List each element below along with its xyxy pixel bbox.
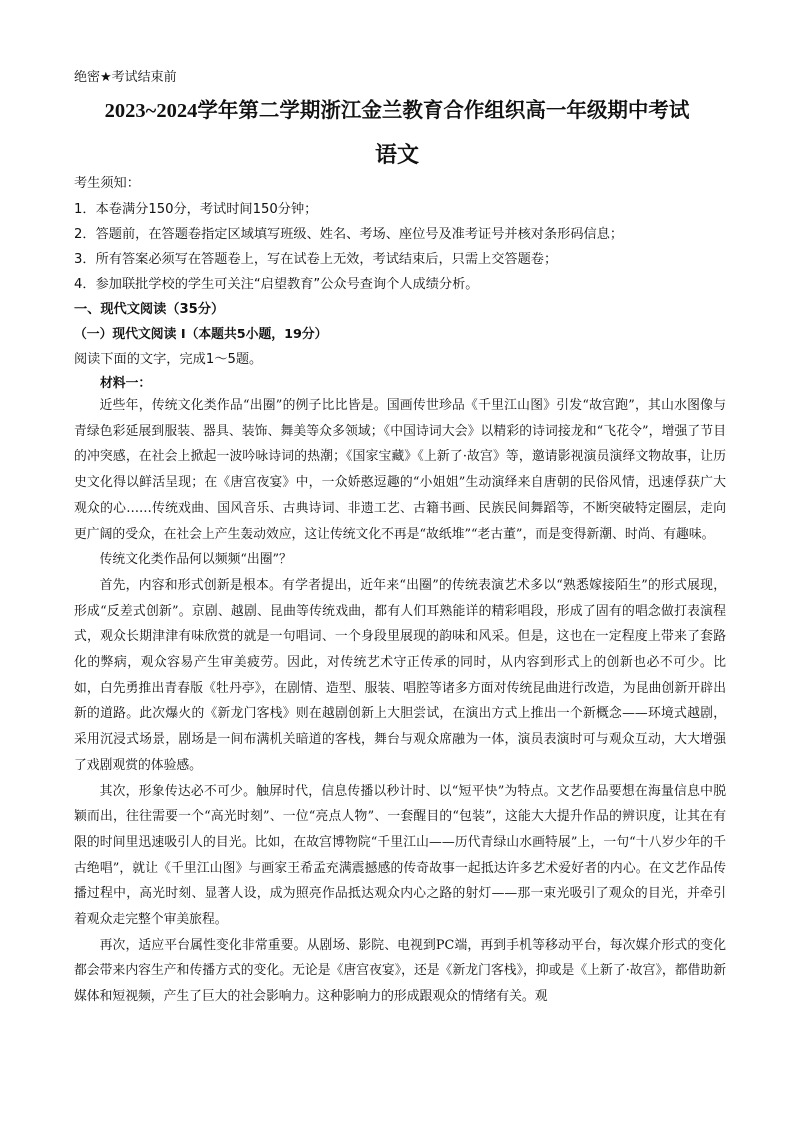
confidential-mark: 绝密★考试结束前: [74, 70, 177, 85]
notice-item: 1．本卷满分150分，考试时间150分钟；: [74, 202, 318, 217]
paragraph: 首先，内容和形式创新是根本。有学者提出，近年来“出圈”的传统表演艺术多以“熟悉嫁接陌生”的形式展现，形成“反差式创新”。京剧、越剧、昆曲等传统戏曲，都有人们耳熟能详的精彩唱段，形成了固有的唱念做打表演程式，观众长期津津有味欣赏的就是一句唱词、一个身段里展现的韵味和风采。但是，这也在一定程度上带来了套路化的弊病，观众容易产生审美疲劳。因此，对传统艺术守正传承的同时，从内容到形式上的创新也必不可少。比如，白先勇推出青春版《牡丹亭》，在剧情、造型、服装、唱腔等诸多方面对传统昆曲进行改造，为昆曲创新开辟出新的道路。此次爆火的《新龙门客栈》则在越剧创新上大胆尝试，在演出方式上推出一个新概念——环境式越剧，采用沉浸式场景，剧场是一间布满机关暗道的客栈，舞台与观众席融为一体，演员表演时可与观众互动，大大增强了戏剧观赏的体验感。: [74, 577, 726, 773]
subject-title: 语文: [374, 142, 419, 168]
exam-title: 2023~2024学年第二学期浙江金兰教育合作组织高一年级期中考试: [104, 100, 690, 122]
notice-item: 4．参加联批学校的学生可关注“启望教育”公众号查询个人成绩分析。: [74, 277, 479, 292]
notice-item: 3．所有答案必须写在答题卷上，写在试卷上无效，考试结束后，只需上交答题卷；: [74, 252, 558, 267]
section-heading: 一、现代文阅读（35分）: [74, 302, 225, 317]
paragraph: 近些年，传统文化类作品“出圈”的例子比比皆是。国画传世珍品《千里江山图》引发“故宫跑”，其山水图像与青绿色彩延展到服装、器具、装饰、舞美等众多领域；《中国诗词大会》以精彩的诗词接龙和“飞花令”，增强了节目的冲突感，在社会上掀起一波吟咏诗词的热潮；《国家宝藏》《上新了·故宫》等，邀请影视演员演绎文物故事，让历史文化得以鲜活呈现；在《唐宫夜宴》中，一众娇憨逗趣的“小姐姐”生动演绎来自唐朝的民俗风情，迅速俘获广大观众的心……传统戏曲、国风音乐、古典诗词、非遗工艺、古籍书画、民族民间舞蹈等，不断突破特定圈层，走向更广阔的受众，在社会上产生轰动效应，这让传统文化不再是“故纸堆”“老古董”，而是变得新潮、时尚、有趣味。: [74, 398, 726, 542]
notice-heading: 考生须知：: [74, 176, 140, 191]
subsection-heading: （一）现代文阅读 I（本题共5小题，19分）: [74, 327, 328, 342]
notice-item: 2．答题前，在答题卷指定区域填写班级、姓名、考场、座位号及准考证号并核对条形码信息；: [74, 227, 624, 242]
article-body: [74, 393, 726, 1010]
reading-instruction: 阅读下面的文字，完成1～5题。: [74, 352, 263, 367]
paragraph: 再次，适应平台属性变化非常重要。从剧场、影院、电视到PC端，再到手机等移动平台，每次媒介形式的变化都会带来内容生产和传播方式的变化。无论是《唐宫夜宴》，还是《新龙门客栈》，抑或是《上新了·故宫》，都借助新媒体和短视频，产生了巨大的社会影响力。这种影响力的形成跟观众的情绪有关。观: [74, 937, 726, 1005]
paragraph: 其次，形象传达必不可少。触屏时代，信息传播以秒计时、以“短平快”为特点。文艺作品要想在海量信息中脱颖而出，往往需要一个“高光时刻”、一位“亮点人物”、一套醒目的“包装”，这能大大提升作品的辨识度，让其在有限的时间里迅速吸引人的目光。比如，在故宫博物院“千里江山——历代青绿山水画特展”上，一句“十八岁少年的千古绝唱”，就让《千里江山图》与画家王希孟充满震撼感的传奇故事一起抵达许多艺术爱好者的内心。在文艺作品传播过程中，高光时刻、显著人设，成为照亮作品抵达观众内心之路的射灯——那一束光吸引了观众的目光，并牵引着观众走完整个审美旅程。: [74, 783, 726, 928]
paragraph: 传统文化类作品何以频频“出圈”？: [99, 552, 292, 568]
material-label: 材料一：: [100, 376, 152, 391]
